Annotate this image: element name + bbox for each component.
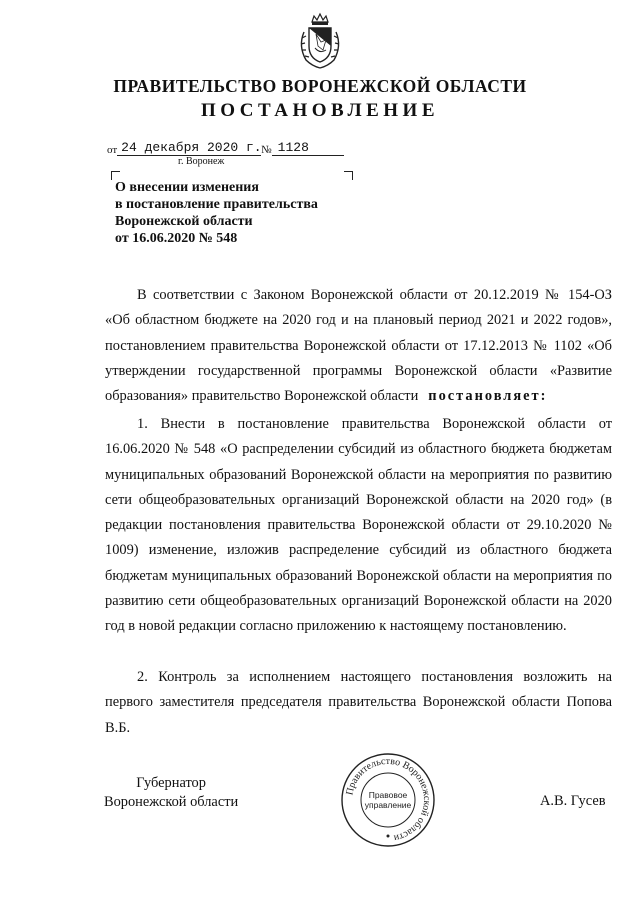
item-1-text: 1. Внести в постановление правительства Воронежской области от 16.06.2020 № 548 «О распределении субсидий из областного бюджета бюджетам муниципальных образований Воронежской области на мероприятия по развитию сети общеобразовательных организаций Воронежской области на 2020 год» (в редакции постановления правительства Воронежской области от 29.10.2020 № 1009) изменение, изложив распределение субсидий из областного бюджета бюджетам муниципальных образований Воронежской области на мероприятия по развитию сети общеобразовательных организаций Воронежской области на 2020 год в новой редакции согласно приложению к настоящему постановлению. — [105, 416, 612, 635]
item-1-paragraph — [105, 412, 612, 640]
subject-line: в постановление правительства — [115, 197, 318, 212]
government-title: ПРАВИТЕЛЬСТВО ВОРОНЕЖСКОЙ ОБЛАСТИ — [113, 76, 527, 96]
stamp-center-line: управление — [364, 800, 412, 810]
coat-of-arms-emblem — [296, 12, 344, 70]
decree-title: ПОСТАНОВЛЕНИЕ — [200, 100, 440, 121]
preamble-paragraph — [105, 283, 612, 409]
signatory-name: А.В. Гусев — [540, 793, 606, 809]
decree-number: 1128 — [272, 140, 344, 156]
position-line: Воронежской области — [104, 794, 239, 810]
stamp-center-line: Правовое — [368, 790, 408, 800]
decree-subject — [115, 179, 318, 247]
number-prefix: № — [261, 144, 272, 156]
position-line: Губернатор — [136, 775, 206, 791]
date-prefix: от — [107, 144, 118, 156]
signatory-position — [104, 774, 238, 812]
stamp-ring-text: Правительство Воронежской области — [344, 755, 433, 844]
decree-date: 24 декабря 2020 г. — [117, 140, 261, 156]
preamble-text: В соответствии с Законом Воронежской области от 20.12.2019 № 154-ОЗ «Об областном бюджете на 2020 год и на плановый период 2021 и 2022 годов», постановлением правительства Воронежской области от 17.12.2013 № 1102 «Об утверждении государственной программы Воронежской области «Развитие образования» правительство Воронежской области — [105, 287, 612, 405]
official-stamp — [340, 752, 436, 848]
date-number-line — [107, 140, 344, 156]
corner-mark-right — [344, 171, 353, 180]
item-2-paragraph — [105, 665, 612, 741]
subject-line: от 16.06.2020 № 548 — [115, 231, 238, 246]
subject-line: О внесении изменения — [115, 180, 259, 195]
item-2-text: 2. Контроль за исполнением настоящего постановления возложить на первого заместителя председателя правительства Воронежской области Попова В.Б. — [105, 669, 612, 736]
subject-line: Воронежской области — [115, 214, 253, 229]
decree-word: постановляет: — [428, 388, 548, 405]
city-label: г. Воронеж — [178, 156, 225, 167]
